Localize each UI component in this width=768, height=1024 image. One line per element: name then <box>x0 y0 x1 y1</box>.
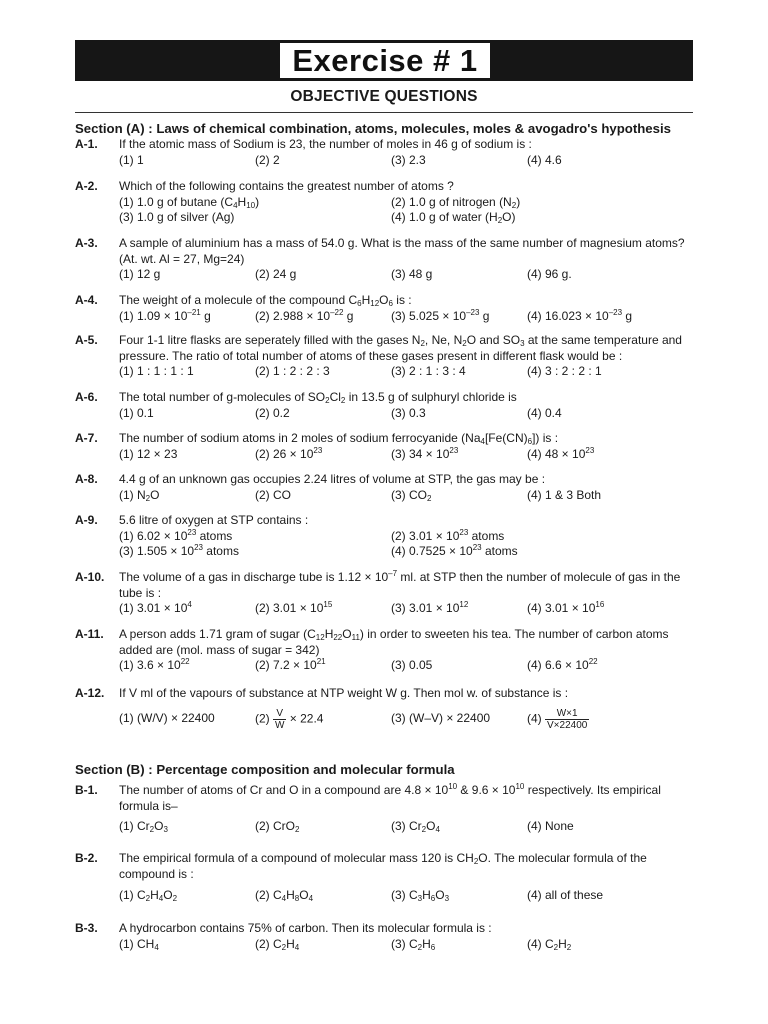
question-number: A-2. <box>75 179 98 193</box>
question-number: A-7. <box>75 431 98 445</box>
option-2: (2) 1 : 2 : 2 : 3 <box>255 364 330 378</box>
options <box>119 488 695 504</box>
option-1: (1) 0.1 <box>119 405 154 420</box>
option-3: (3) 2 : 1 : 3 : 4 <box>391 364 466 378</box>
option-4: (4) 1.0 g of water $(H_2O)$ <box>391 210 516 225</box>
option-4: (4) $6.6 \times 10^{22}$ <box>527 657 598 672</box>
question-number: A-6. <box>75 390 98 404</box>
question-stem: A hydrocarbon contains 75% of carbon. Then its molecular formula is : <box>119 921 492 935</box>
options <box>119 364 695 380</box>
option-2: (2) $C_2H_4$ <box>255 936 300 952</box>
question-number: A-12. <box>75 686 105 700</box>
question-a7 <box>75 431 695 462</box>
options <box>119 601 695 617</box>
question-number: B-1. <box>75 783 98 797</box>
question-stem: Which of the following contains the greatest number of atoms ? <box>119 179 454 193</box>
question-stem: 5.6 litre of oxygen at STP contains : <box>119 513 309 527</box>
question-a6 <box>75 390 695 421</box>
option-1: (1) 1.0 g of butane $(C_4H_{10})$ <box>119 194 260 210</box>
option-4: (4) $\frac{W\times 1}{V\times 22400}$ <box>527 707 588 731</box>
option-4: (4) 1 & 3 Both <box>527 487 602 502</box>
option-1: (1) $6.02 \times 10^{23}$ atoms <box>119 527 233 543</box>
option-1: (1) $3.6 \times 10^{22}$ <box>119 657 190 672</box>
question-stem: The total number of g-molecules of $SO_2Cl_2$ in 13.5 g of sulphuryl chloride is <box>119 390 517 405</box>
options <box>119 888 695 904</box>
question-stem: The volume of a gas in discharge tube is $1.12 \times 10^{-7}$ ml. at STP then the number of molecule of gas in the tube is : <box>119 569 681 600</box>
question-stem: The number of atoms of Cr and O in a compound are $4.8 \times 10^{10}$ & $9.6 \times 10^{10}$ respectively. Its empirical formula is– <box>119 782 661 813</box>
option-3: (3) $5.025 \times 10^{-23}$ g <box>391 307 490 323</box>
option-1: (1) (W/V) × 22400 <box>119 711 215 726</box>
option-2: (2) 0.2 <box>255 405 290 420</box>
question-a10 <box>75 570 695 617</box>
question-number: B-3. <box>75 921 98 935</box>
option-2: (2) CrO$_2$ <box>255 819 300 834</box>
question-a1 <box>75 137 695 168</box>
option-1: (1) $N_2O$ <box>119 487 160 503</box>
option-4: (4) 0.4 <box>527 405 562 420</box>
question-stem: If the atomic mass of Sodium is 23, the number of moles in 46 g of sodium is : <box>119 137 532 151</box>
option-1: (1) $CH_4$ <box>119 936 159 952</box>
option-3: (3) $CO_2$ <box>391 487 432 503</box>
options <box>119 309 695 325</box>
question-stem: If V ml of the vapours of substance at NTP weight W g. Then mol w. of substance is : <box>119 686 569 700</box>
question-b3 <box>75 921 695 952</box>
option-2: (2) $26 \times 10^{23}$ <box>255 445 323 461</box>
question-stem: The number of sodium atoms in 2 moles of sodium ferrocyanide $(Na_4[Fe(CN)_6])$ is : <box>119 431 559 446</box>
options <box>119 210 695 226</box>
option-4: (4) None <box>527 819 574 833</box>
question-number: B-2. <box>75 851 98 865</box>
option-3: (3) (W–V) × 22400 <box>391 711 491 726</box>
question-stem: A person adds 1.71 gram of sugar $(C_{12}H_{22}O_{11})$ in order to sweeten his tea. The number of carbon atoms added are (mol. mass of sugar = 342) <box>119 627 669 657</box>
option-1: (1) 1 : 1 : 1 : 1 <box>119 364 194 378</box>
objective-questions-heading: OBJECTIVE QUESTIONS <box>290 88 478 105</box>
section-a-heading: Section (A) : Laws of chemical combination, atoms, molecules, moles & avogadro's hypothesis <box>75 121 671 136</box>
question-number: A-4. <box>75 293 98 307</box>
options <box>119 267 695 283</box>
question-number: A-11. <box>75 627 104 641</box>
option-4: (4) all of these <box>527 888 604 902</box>
option-2: (2) CO <box>255 487 291 502</box>
question-a12 <box>75 686 695 731</box>
option-2: (2) 24 g <box>255 267 297 281</box>
question-number: A-3. <box>75 236 98 250</box>
option-1: (1) 1 <box>119 152 144 167</box>
question-stem: The empirical formula of a compound of molecular mass 120 is $CH_2O$. The molecular formula of the compound is : <box>119 851 647 881</box>
question-stem: The weight of a molecule of the compound $C_6H_{12}O_6$ is : <box>119 293 412 308</box>
option-3: (3) $Cr_2O_4$ <box>391 819 440 834</box>
option-3: (3) $34 \times 10^{23}$ <box>391 445 459 461</box>
option-2: (2) $2.988 \times 10^{-22}$ g <box>255 307 354 323</box>
question-number: A-5. <box>75 333 98 347</box>
question-number: A-9. <box>75 513 98 527</box>
options <box>119 708 695 731</box>
option-2: (2) 2 <box>255 152 280 167</box>
question-number: A-10. <box>75 570 105 584</box>
options <box>119 937 695 953</box>
option-2: (2) $C_4H_8O_4$ <box>255 888 314 903</box>
question-a11 <box>75 627 695 674</box>
question-stem: A sample of aluminium has a mass of 54.0 g. What is the mass of the same number of magnesium atoms? (At. wt. Al = 27, Mg=24) <box>119 236 685 266</box>
option-4: (4) $48 \times 10^{23}$ <box>527 445 595 461</box>
options <box>119 544 695 560</box>
options <box>119 406 695 422</box>
option-1: (1) $1.09 \times 10^{-21}$ g <box>119 307 211 323</box>
option-4: (4) 96 g. <box>527 267 572 281</box>
option-2: (2) $3.01 \times 10^{23}$ atoms <box>391 527 505 543</box>
question-a4 <box>75 293 695 324</box>
question-a5 <box>75 333 695 380</box>
section-b-heading: Section (B) : Percentage composition and molecular formula <box>75 762 455 777</box>
options <box>119 153 695 169</box>
option-1: (1) 12 g <box>119 267 161 281</box>
options <box>119 447 695 463</box>
options <box>119 658 695 674</box>
option-3: (3) 1.0 g of silver (Ag) <box>119 210 235 224</box>
option-4: (4) 3 : 2 : 2 : 1 <box>527 364 602 378</box>
option-4: (4) $0.7525 \times 10^{23}$ atoms <box>391 543 518 558</box>
option-4: (4) $3.01 \times 10^{16}$ <box>527 600 605 615</box>
question-a9 <box>75 513 695 560</box>
option-2: (2) $7.2 \times 10^{21}$ <box>255 657 326 672</box>
option-3: (3) 0.05 <box>391 658 433 672</box>
option-2: (2) 1.0 g of nitrogen $(N_2)$ <box>391 194 521 210</box>
option-4: (4) $C_2H_2$ <box>527 936 572 952</box>
question-stem: Four 1-1 litre flasks are seperately filled with the gases $N_2$, Ne, $N_2O$ and $SO_3$ at the same temperature and pressure. The ratio of total number of atoms of these gases present in different flask would be : <box>119 333 682 363</box>
question-b2 <box>75 851 695 904</box>
question-stem: 4.4 g of an unknown gas occupies 2.24 litres of volume at STP, the gas may be : <box>119 472 546 486</box>
question-a3 <box>75 236 695 283</box>
option-3: (3) $C_2H_6$ <box>391 936 436 952</box>
heading-underline <box>75 112 693 113</box>
option-1: (1) $Cr_2O_3$ <box>119 819 168 834</box>
question-number: A-8. <box>75 472 98 486</box>
option-2: (2) $3.01 \times 10^{15}$ <box>255 600 333 615</box>
option-3: (3) $C_3H_6O_3$ <box>391 888 450 903</box>
option-1: (1) $3.01 \times 10^4$ <box>119 600 192 615</box>
page-title: Exercise # 1 <box>280 43 490 78</box>
options <box>119 195 695 211</box>
option-3: (3) $1.505 \times 10^{23}$ atoms <box>119 543 239 558</box>
question-a2 <box>75 179 695 226</box>
option-1: (1) $C_2H_4O_2$ <box>119 888 178 903</box>
option-1: (1) 12 × 23 <box>119 446 178 461</box>
option-4: (4) $16.023 \times 10^{-23}$ g <box>527 307 633 323</box>
option-3: (3) $3.01 \times 10^{12}$ <box>391 600 469 615</box>
option-4: (4) 4.6 <box>527 152 562 167</box>
question-number: A-1. <box>75 137 98 151</box>
question-a8 <box>75 472 695 503</box>
options <box>119 819 695 835</box>
option-3: (3) 2.3 <box>391 152 426 167</box>
question-b1 <box>75 783 695 835</box>
options <box>119 529 695 545</box>
option-3: (3) 0.3 <box>391 405 426 420</box>
option-2: (2) $\frac{V}{W}$ × 22.4 <box>255 707 324 731</box>
option-3: (3) 48 g <box>391 267 433 281</box>
